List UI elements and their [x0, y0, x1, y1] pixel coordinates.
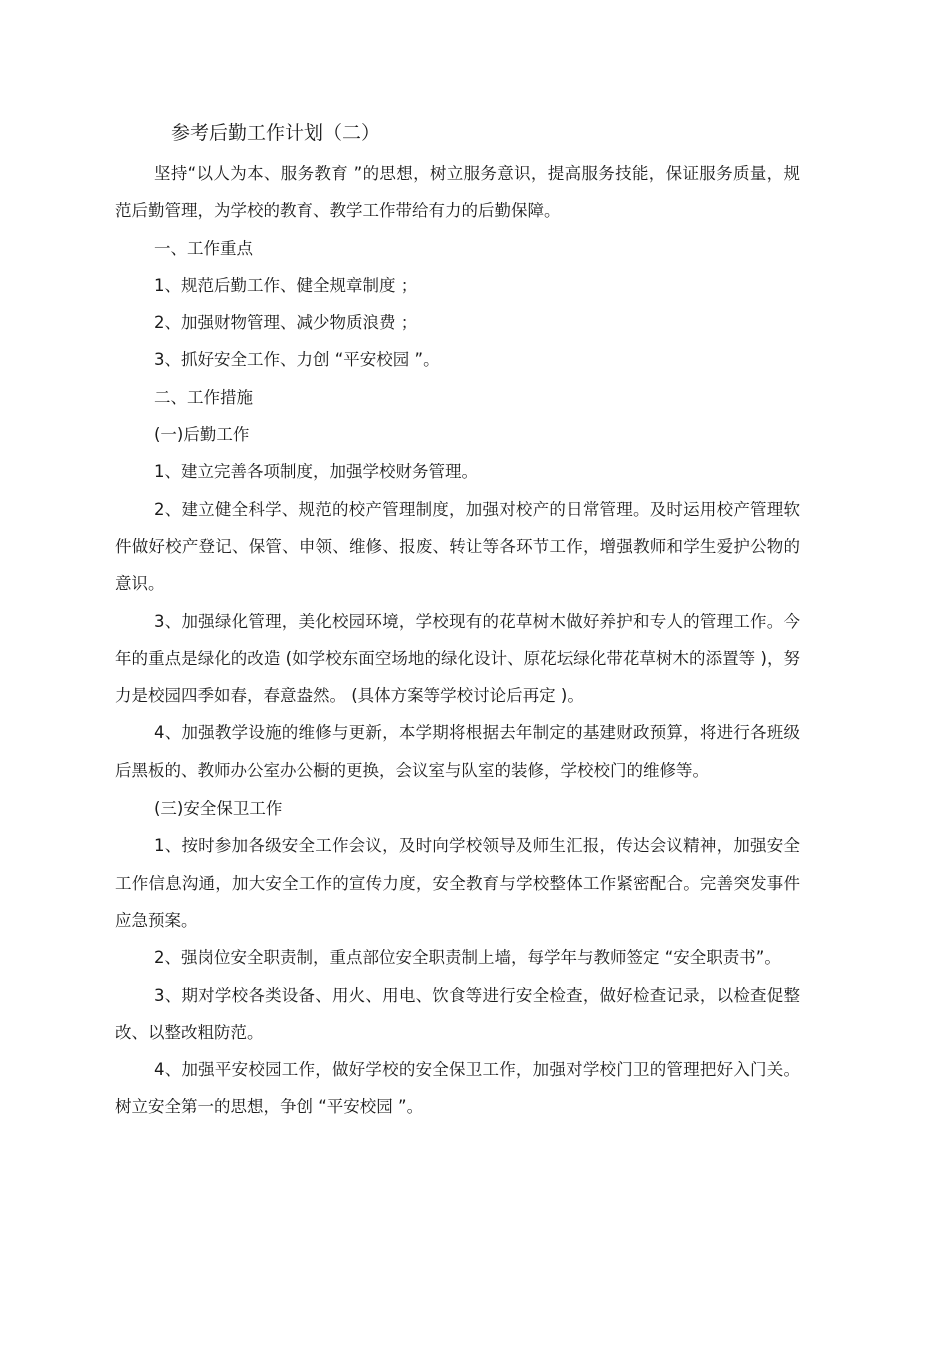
- logistics-item-4: 4、加强教学设施的维修与更新，本学期将根据去年制定的基建财政预算，将进行各班级后黑板的、教师办公室办公橱的更换，会议室与队室的装修，学校校门的维修等。: [115, 723, 800, 780]
- logistics-item-1: 1、建立完善各项制度，加强学校财务管理。: [154, 462, 478, 482]
- security-item-4: 4、加强平安校园工作，做好学校的安全保卫工作，加强对学校门卫的管理把好入门关。树立安全第一的思想，争创 “平安校园 ”。: [115, 1060, 800, 1117]
- focus-item-3: 3、抓好安全工作、力创 “平安校园 ”。: [154, 350, 440, 370]
- section-heading-measures: 二、工作措施: [154, 387, 253, 407]
- document-title: 参考后勤工作计划（二）: [171, 122, 381, 144]
- focus-item-2: 2、加强财物管理、减少物质浪费 ；: [154, 313, 418, 333]
- focus-item-1: 1、规范后勤工作、健全规章制度 ；: [154, 275, 418, 295]
- security-item-1: 1、按时参加各级安全工作会议，及时向学校领导及师生汇报，传达会议精神，加强安全工作信息沟通，加大安全工作的宣传力度，安全教育与学校整体工作紧密配合。完善突发事件应急预案。: [115, 836, 800, 930]
- intro-paragraph: 坚持“以人为本、服务教育 ”的思想，树立服务意识，提高服务技能，保证服务质量，规范后勤管理，为学校的教育、教学工作带给有力的后勤保障。: [115, 164, 800, 221]
- section-heading-focus: 一、工作重点: [154, 238, 253, 258]
- security-item-2: 2、强岗位安全职责制，重点部位安全职责制上墙，每学年与教师签定 “安全职责书”。: [154, 948, 781, 968]
- subsection-heading-logistics: (一)后勤工作: [154, 425, 250, 445]
- logistics-item-3: 3、加强绿化管理，美化校园环境，学校现有的花草树木做好养护和专人的管理工作。今年的重点是绿化的改造 (如学校东面空场地的绿化设计、原花坛绿化带花草树木的添置等 )，努力是校园四季如春，春意盎然。 (具体方案等学校讨论后再定 )。: [115, 611, 800, 706]
- security-item-3: 3、期对学校各类设备、用火、用电、饮食等进行安全检查，做好检查记录，以检查促整改、以整改粗防范。: [115, 985, 800, 1042]
- subsection-heading-security: (三)安全保卫工作: [154, 799, 283, 819]
- logistics-item-2: 2、建立健全科学、规范的校产管理制度，加强对校产的日常管理。及时运用校产管理软件做好校产登记、保管、申领、维修、报废、转让等各环节工作，增强教师和学生爱护公物的意识。: [115, 499, 800, 594]
- document-body: [115, 155, 800, 1126]
